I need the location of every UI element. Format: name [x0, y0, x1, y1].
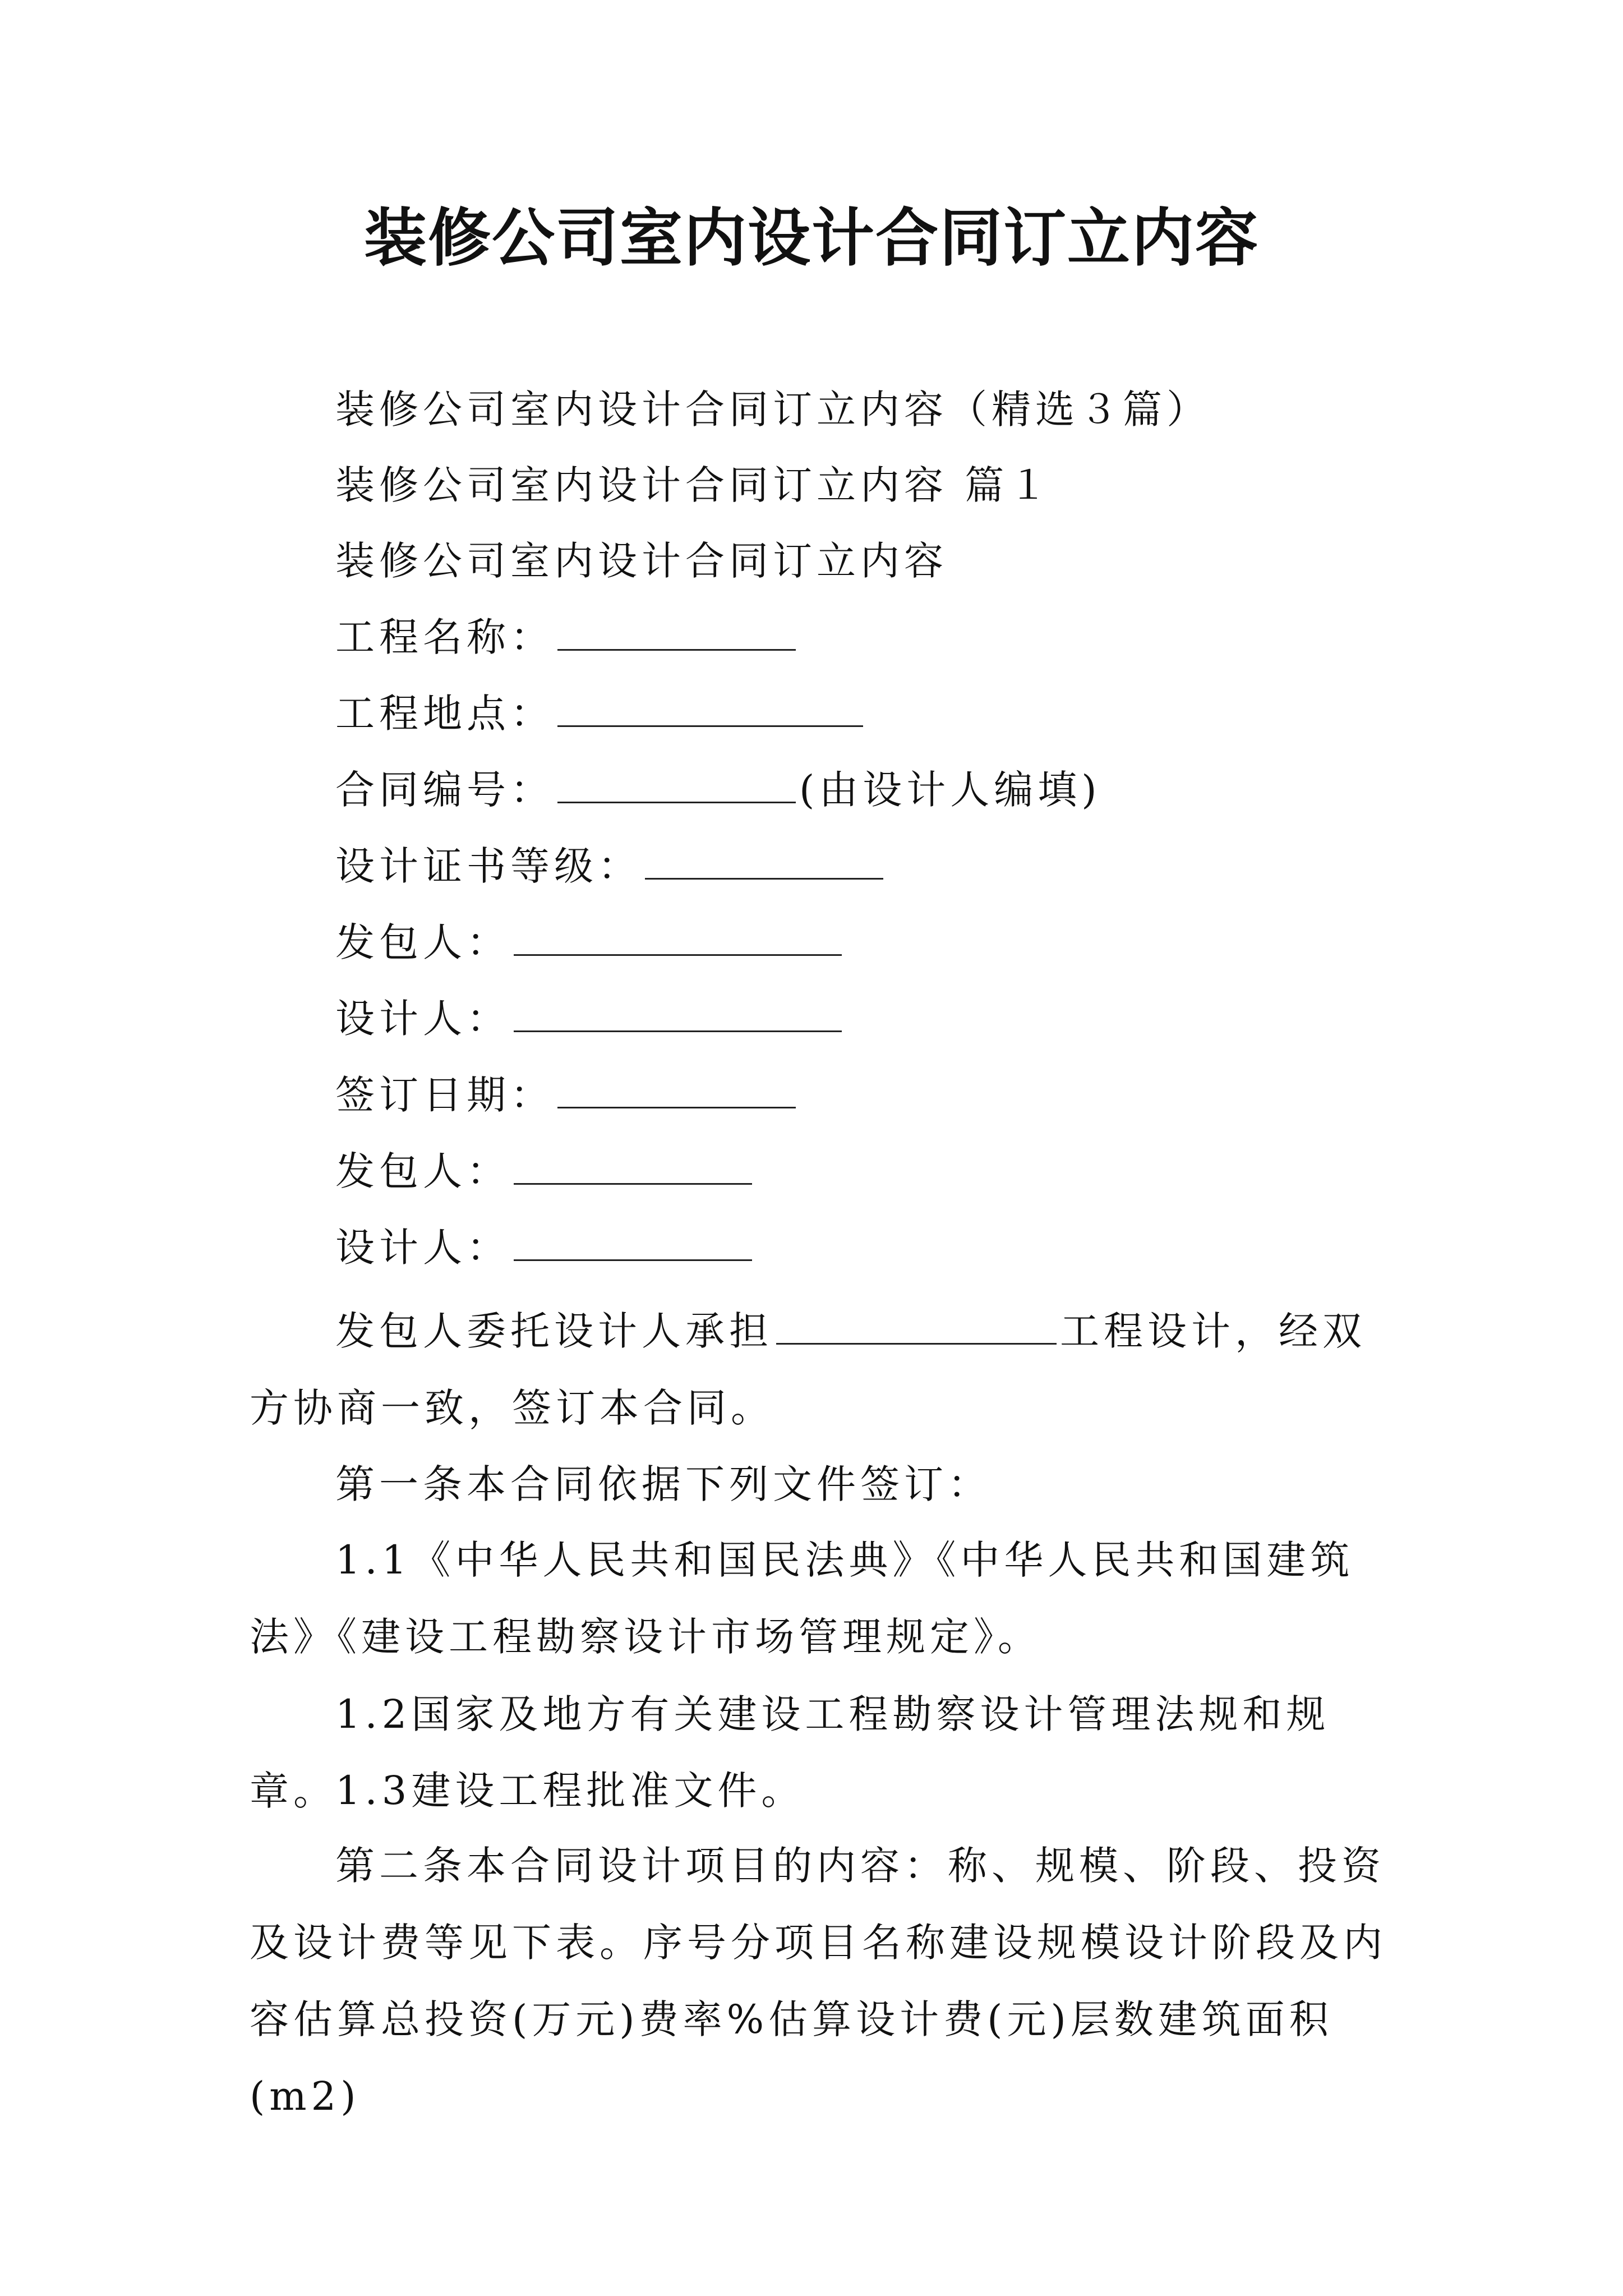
clause-1-1: 1.1《中华人民共和国民法典》《中华人民共和国建筑法》《建设工程勘察设计市场管理规定》。 — [250, 1537, 1354, 1660]
field-designer-2 — [335, 1220, 755, 1276]
fill-blank — [514, 1144, 752, 1185]
clause-1-2: 1.2国家及地方有关建设工程勘察设计管理法规和规章。 — [250, 1691, 1330, 1814]
field-label: 设计人： — [335, 1225, 510, 1271]
fill-blank — [514, 1220, 752, 1261]
clause-1-3: 1.3建设工程批准文件。 — [335, 1768, 805, 1814]
field-label: 合同编号： — [335, 767, 554, 813]
field-label: 工程名称： — [335, 614, 554, 660]
part-heading: 装修公司室内设计合同订立内容 篇１ — [335, 462, 1053, 508]
fill-blank — [514, 915, 842, 956]
intro-text-part1: 发包人委托设计人承担 — [335, 1308, 773, 1354]
field-label: 发包人： — [335, 1148, 510, 1194]
fill-blank — [557, 762, 796, 803]
intro-paragraph — [250, 1293, 1399, 1447]
article-1-heading: 第一条本合同依据下列文件签订： — [335, 1461, 992, 1507]
document-title: 装修公司室内设计合同订立内容 — [364, 202, 1259, 275]
field-label: 签订日期： — [335, 1072, 554, 1118]
field-project-name — [335, 609, 799, 665]
article-2-paragraph: 第二条本合同设计项目的内容：称、规模、阶段、投资及设计费等见下表。序号分项目名称建设规模设计阶段及内容估算总投资(万元)费率%估算设计费(元)层数建筑面积(m2) — [250, 1843, 1387, 2119]
field-employer-1 — [335, 914, 845, 970]
field-employer-2 — [335, 1143, 755, 1199]
field-label: 工程地点： — [335, 691, 554, 737]
field-contract-no — [335, 762, 1101, 818]
fill-blank — [557, 686, 863, 727]
field-project-location — [335, 685, 866, 742]
field-design-cert-level — [335, 838, 887, 894]
field-label: 设计证书等级： — [335, 843, 642, 889]
field-label: 发包人： — [335, 919, 510, 965]
fill-blank — [557, 610, 796, 651]
section-heading: 装修公司室内设计合同订立内容 — [335, 538, 948, 584]
fill-blank — [557, 1068, 796, 1108]
subtitle: 装修公司室内设计合同订立内容（精选３篇） — [335, 386, 1210, 432]
fill-blank — [514, 991, 842, 1032]
intro-text-part2: 工程设计，经双方协商一致，签订本合同。 — [250, 1308, 1366, 1431]
field-note: (由设计人编填) — [799, 767, 1101, 813]
fill-blank — [645, 839, 883, 880]
field-designer-1 — [335, 991, 845, 1047]
field-label: 设计人： — [335, 996, 510, 1042]
field-sign-date — [335, 1067, 799, 1123]
fill-blank — [776, 1304, 1057, 1345]
